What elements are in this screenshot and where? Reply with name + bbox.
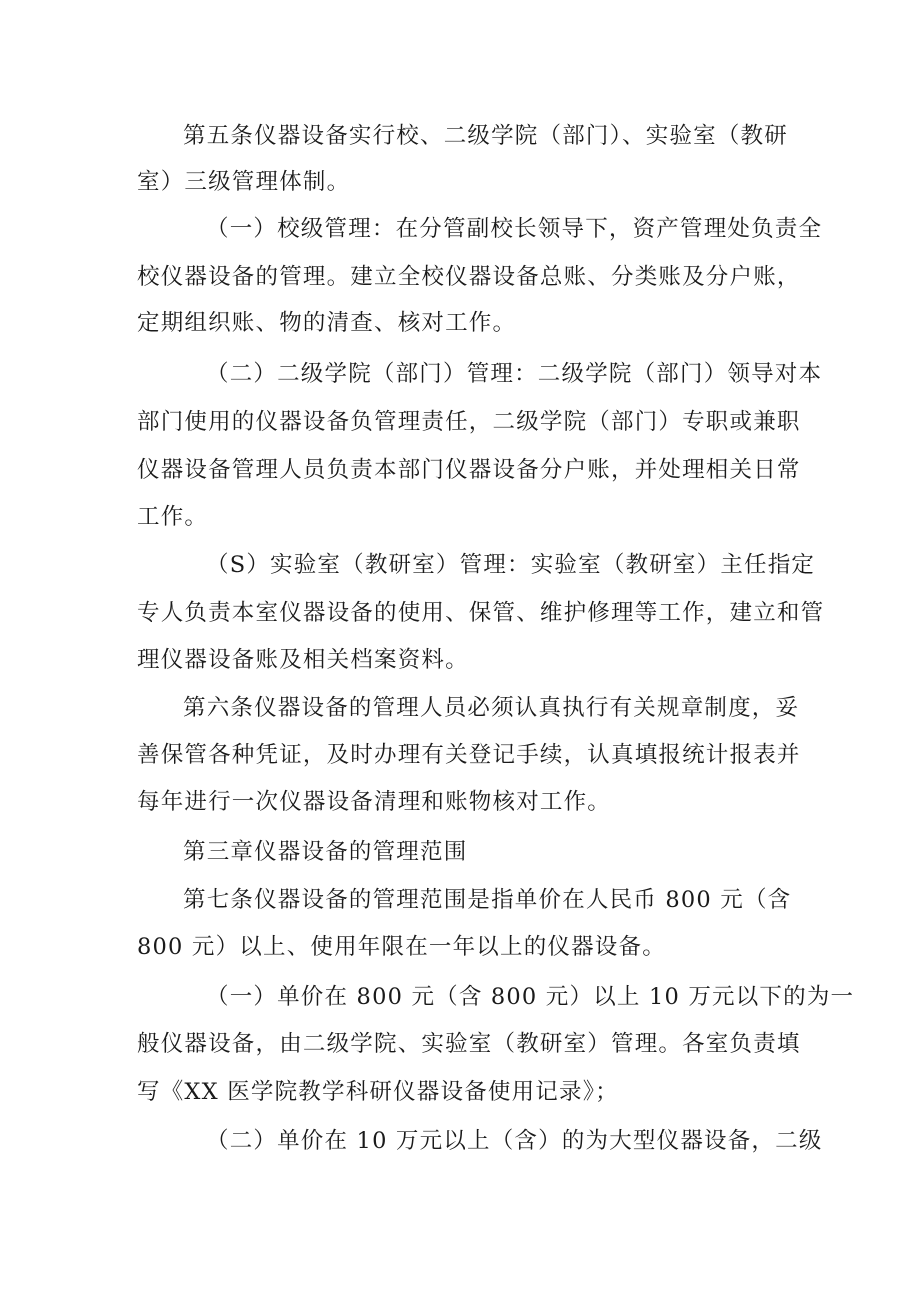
line-5: 定期组织账、物的清查、核对工作。 [137, 310, 517, 336]
line-3: （一）校级管理：在分管副校长领导下，资产管理处负责全 [206, 216, 823, 242]
line-20: 般仪器设备，由二级学院、实验室（教研室）管理。各室负责填 [137, 1031, 801, 1057]
line-6: （二）二级学院（部门）管理：二级学院（部门）领导对本 [206, 361, 823, 387]
line-18: 800 元）以上、使用年限在一年以上的仪器设备。 [137, 934, 666, 960]
line-14: 善保管各种凭证，及时办理有关登记手续，认真填报统计报表并 [137, 742, 801, 768]
line-8: 仪器设备管理人员负责本部门仪器设备分户账，并处理相关日常 [137, 457, 801, 483]
line-11: 专人负责本室仪器设备的使用、保管、维护修理等工作，建立和管 [137, 600, 825, 626]
chapter-heading: 第三章仪器设备的管理范围 [183, 839, 468, 865]
line-9: 工作。 [137, 504, 209, 530]
line-15: 每年进行一次仪器设备清理和账物核对工作。 [137, 789, 612, 815]
line-2: 室）三级管理体制。 [137, 169, 351, 195]
line-1: 第五条仪器设备实行校、二级学院（部门）、实验室（教研 [183, 123, 788, 149]
line-19: （一）单价在 800 元（含 800 元）以上 10 万元以下的为一 [206, 984, 855, 1010]
line-22: （二）单价在 10 万元以上（含）的为大型仪器设备，二级 [206, 1128, 823, 1154]
line-13: 第六条仪器设备的管理人员必须认真执行有关规章制度，妥 [183, 695, 800, 721]
line-12: 理仪器设备账及相关档案资料。 [137, 647, 469, 673]
line-4: 校仪器设备的管理。建立全校仪器设备总账、分类账及分户账， [137, 264, 801, 290]
line-17: 第七条仪器设备的管理范围是指单价在人民币 800 元（含 [183, 887, 792, 913]
line-7: 部门使用的仪器设备负管理责任，二级学院（部门）专职或兼职 [137, 409, 801, 435]
line-21: 写《XX 医学院教学科研仪器设备使用记录》； [137, 1079, 619, 1105]
line-10: （S）实验室（教研室）管理：实验室（教研室）主任指定 [206, 552, 816, 578]
